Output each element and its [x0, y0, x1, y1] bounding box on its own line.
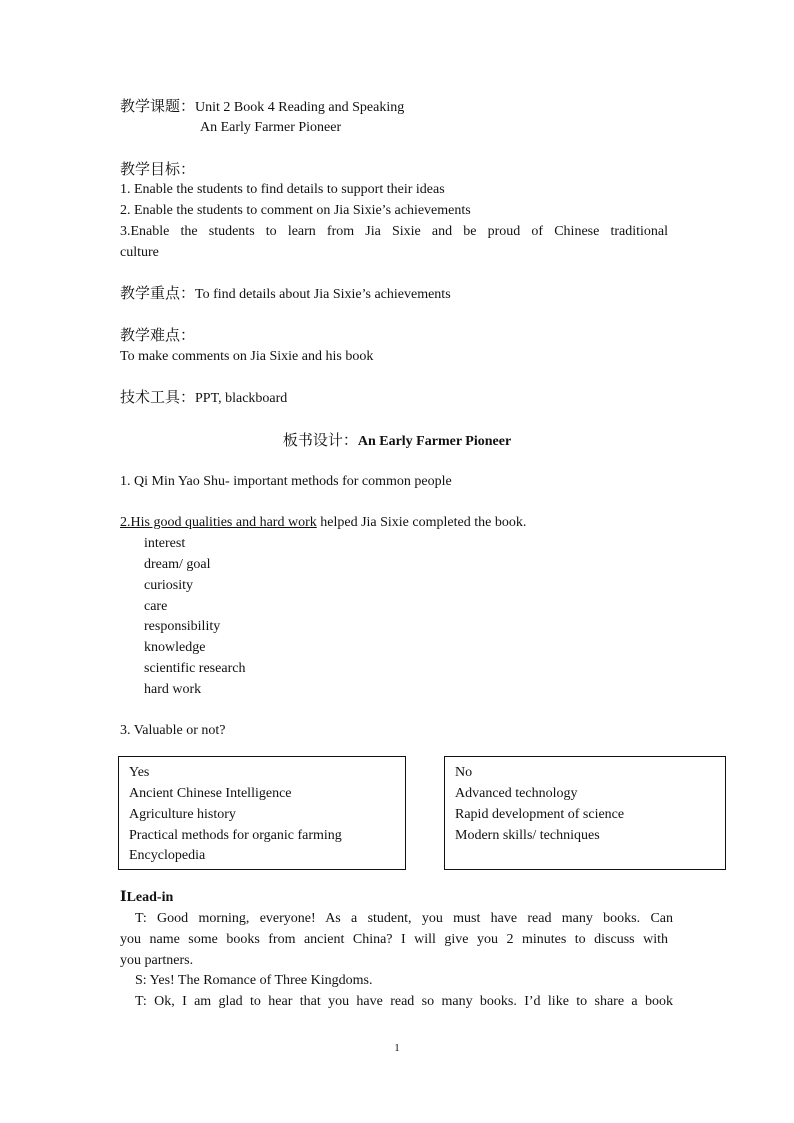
- no-box-item: Rapid development of science: [455, 807, 625, 822]
- lead-in-marker: Ⅰ: [120, 890, 127, 905]
- lead-in-line: you name some books from ancient China? I will give you 2 minutes to discuss with: [120, 932, 668, 947]
- yes-box-item: Encyclopedia: [129, 848, 206, 863]
- board-design-title: An Early Farmer Pioneer: [357, 434, 512, 449]
- key-point-line: [120, 283, 451, 305]
- no-box-item: Advanced technology: [455, 786, 578, 801]
- page-number: 1: [394, 1042, 400, 1054]
- board-point-2: [120, 512, 526, 533]
- no-box-item: No: [455, 765, 473, 780]
- board-point-3: 3. Valuable or not?: [120, 723, 226, 738]
- key-point-text: To find details about Jia Sixie’s achievements: [195, 287, 451, 302]
- lead-in-heading: [120, 887, 173, 908]
- topic-value-line2: An Early Farmer Pioneer: [200, 120, 342, 135]
- no-box: [444, 756, 726, 870]
- yes-box: [118, 756, 406, 870]
- board-design-label: 板书设计：: [282, 431, 358, 449]
- quality-item: hard work: [144, 682, 202, 697]
- objective-item-2: 2. Enable the students to comment on Jia Sixie’s achievements: [120, 203, 471, 218]
- difficult-point-label: 教学难点：: [120, 326, 196, 344]
- board-point-2-rest: helped Jia Sixie completed the book.: [316, 515, 527, 530]
- board-point-2-underlined: 2.His good qualities and hard work: [120, 515, 317, 530]
- quality-item: responsibility: [144, 619, 221, 634]
- tools-line: [120, 387, 287, 409]
- yes-box-item: Agriculture history: [129, 807, 236, 822]
- lead-in-title: Lead-in: [126, 890, 174, 905]
- objective-item-3-continued: culture: [120, 245, 159, 260]
- objectives-label: 教学目标：: [120, 160, 196, 178]
- quality-item: interest: [144, 536, 186, 551]
- key-point-label: 教学重点：: [120, 284, 196, 302]
- quality-item: scientific research: [144, 661, 246, 676]
- board-design-heading: [0, 430, 794, 452]
- no-box-item: Modern skills/ techniques: [455, 828, 600, 843]
- lead-in-line: S: Yes! The Romance of Three Kingdoms.: [135, 973, 373, 988]
- tools-label: 技术工具：: [120, 388, 196, 406]
- lead-in-line: T: Ok, I am glad to hear that you have read so many books. I’d like to share a book: [135, 994, 673, 1009]
- difficult-point-text: To make comments on Jia Sixie and his book: [120, 349, 374, 364]
- objective-item-1: 1. Enable the students to find details to support their ideas: [120, 182, 445, 197]
- objective-item-3: 3.Enable the students to learn from Jia Sixie and be proud of Chinese traditional: [120, 224, 668, 239]
- quality-item: care: [144, 599, 168, 614]
- lead-in-line: T: Good morning, everyone! As a student, you must have read many books. Can: [135, 911, 673, 926]
- quality-item: curiosity: [144, 578, 193, 593]
- topic-line: [120, 96, 404, 118]
- tools-text: PPT, blackboard: [195, 391, 288, 406]
- lead-in-line: you partners.: [120, 953, 194, 968]
- topic-value-line1: Unit 2 Book 4 Reading and Speaking: [195, 100, 405, 115]
- quality-item: dream/ goal: [144, 557, 211, 572]
- quality-item: knowledge: [144, 640, 206, 655]
- yes-box-item: Practical methods for organic farming: [129, 828, 342, 843]
- topic-label: 教学课题：: [120, 97, 196, 115]
- yes-box-item: Yes: [129, 765, 150, 780]
- yes-box-item: Ancient Chinese Intelligence: [129, 786, 292, 801]
- board-point-1: 1. Qi Min Yao Shu- important methods for common people: [120, 474, 452, 489]
